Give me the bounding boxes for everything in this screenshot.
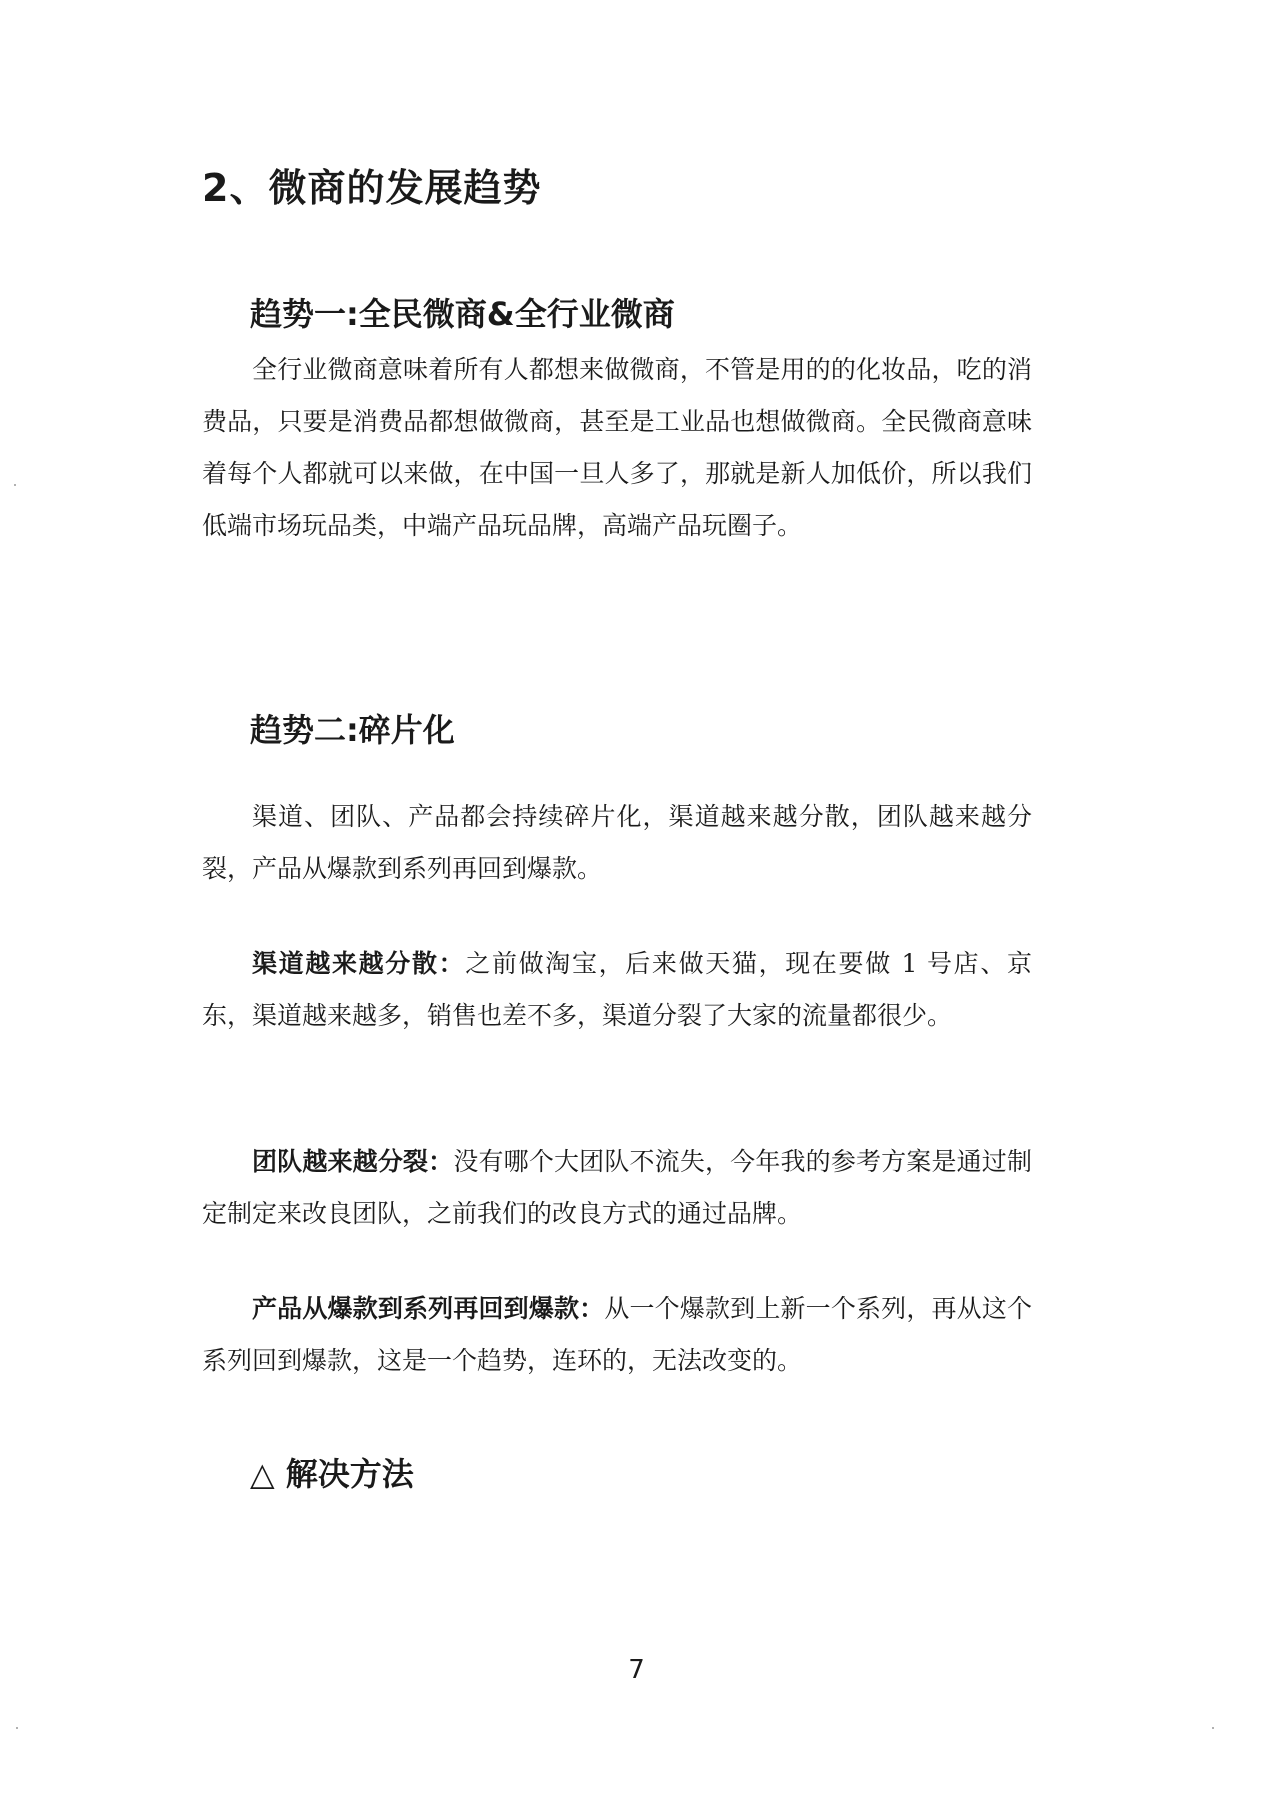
team-split-text: 没有哪个大团队不流失，今年我的参考方案是通过制定制定来改良团队，之前我们的改良方式的通过品牌。	[202, 1147, 1032, 1228]
trend1-heading: 趋势一:全民微商&全行业微商	[250, 295, 675, 333]
page-number: 7	[628, 1655, 645, 1685]
scan-speck	[16, 1727, 18, 1729]
team-split-paragraph	[202, 1136, 1032, 1240]
section-title: 2、微商的发展趋势	[202, 166, 542, 210]
scan-speck	[1212, 1727, 1214, 1729]
scan-speck	[14, 484, 16, 486]
product-cycle-lead: 产品从爆款到系列再回到爆款：	[252, 1294, 605, 1323]
trend2-intro-paragraph: 渠道、团队、产品都会持续碎片化，渠道越来越分散，团队越来越分裂，产品从爆款到系列再回到爆款。	[202, 802, 1032, 883]
trend2-heading: 趋势二:碎片化	[250, 711, 455, 749]
channel-dispersion-lead: 渠道越来越分散：	[252, 949, 466, 978]
product-cycle-text: 从一个爆款到上新一个系列，再从这个系列回到爆款，这是一个趋势，连环的，无法改变的。	[202, 1294, 1032, 1375]
solution-heading: △ 解决方法	[250, 1455, 414, 1493]
channel-dispersion-paragraph	[202, 938, 1032, 1042]
team-split-lead: 团队越来越分裂：	[252, 1147, 454, 1176]
channel-dispersion-text: 之前做淘宝，后来做天猫，现在要做 1 号店、京东，渠道越来越多，销售也差不多，渠道分裂了大家的流量都很少。	[202, 949, 1032, 1030]
product-cycle-paragraph	[202, 1283, 1032, 1387]
trend1-paragraph: 全行业微商意味着所有人都想来做微商，不管是用的的化妆品，吃的消费品，只要是消费品都想做微商，甚至是工业品也想做微商。全民微商意味着每个人都就可以来做，在中国一旦人多了，那就是新人加低价，所以我们低端市场玩品类，中端产品玩品牌，高端产品玩圈子。	[202, 355, 1032, 540]
